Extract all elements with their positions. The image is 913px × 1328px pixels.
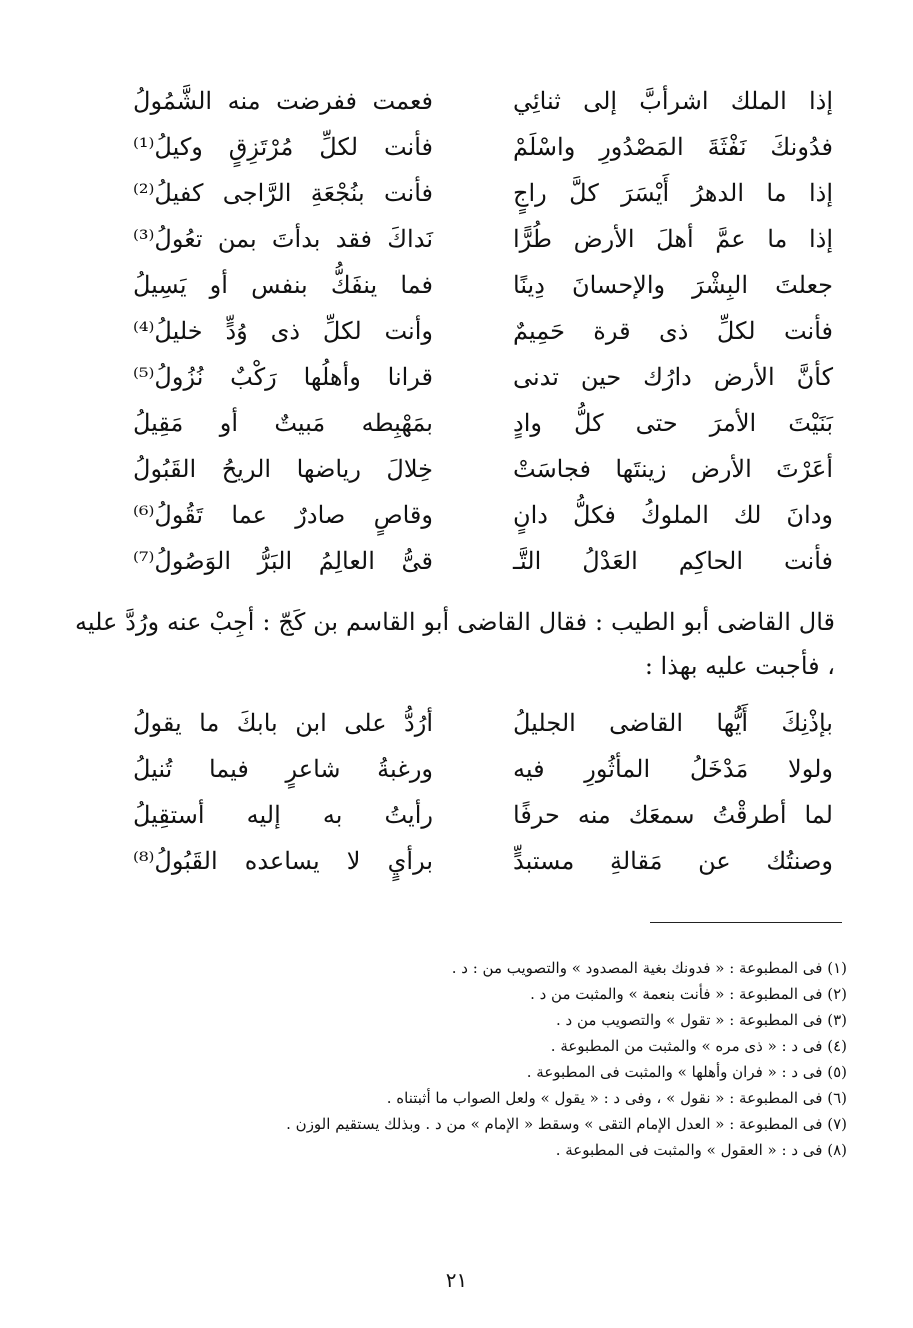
footnotes [67,955,847,1163]
footnote: (١) فى المطبوعة : « فدونك بغية المصدود » والتصويب من : د . [451,959,847,977]
hemistich-second: فأنت لكلِّ مُرْتَزِقٍ وكيلُ⁽¹⁾ [133,133,433,161]
hemistich-second: برأيٍ لا يساعده القَبُولُ⁽⁸⁾ [133,847,433,875]
hemistich-second: بمَهْبِطه مَبيتٌ أو مَقِيلُ [133,409,433,437]
verse [133,124,833,170]
verse [133,400,833,446]
verse [133,492,833,538]
page-number: ٢١ [445,1268,468,1292]
hemistich-second: خِلالَ رياضها الريحُ القَبُولُ [133,455,433,483]
hemistich-first: أعَرْتَ الأرض زينتَها فجاسَتْ [513,455,833,483]
hemistich-second: وقاصٍ صادرٌ عما تَقُولُ⁽⁶⁾ [133,501,433,529]
hemistich-first: لما أطرقْتُ سمعَك منه حرفًا [513,801,833,829]
verse [133,838,833,884]
hemistich-first: فدُونكَ نَفْثَةَ المَصْدُورِ واسْلَمْ [513,133,833,161]
hemistich-second: فعمت ففرضت منه الشَّمُولُ [133,87,433,115]
hemistich-second: فما ينفَكُّ بنفس أو يَسِيلُ [133,271,433,299]
hemistich-first: إذا ما عمَّ أهلَ الأرض طُرًّا [513,225,833,253]
verse [133,78,833,124]
hemistich-second: فأنت بنُجْعَةِ الرَّاجى كفيلُ⁽²⁾ [133,179,433,207]
hemistich-first: ولولا مَدْخَلُ المأثُورِ فيه [513,755,833,783]
footnote: (٢) فى المطبوعة : « فأنت بنعمة » والمثبت من د . [530,985,847,1003]
poem-second [133,700,833,884]
hemistich-second: قىُّ العالِمُ البَرُّ الوَصُولُ⁽⁷⁾ [133,547,433,575]
footnote: (٣) فى المطبوعة : « تقول » والتصويب من د . [556,1011,847,1029]
hemistich-first: كأنَّ الأرض دارُك حين تدنى [513,363,833,391]
poem-first [133,78,833,584]
prose-paragraph: قال القاضى أبو الطيب : فقال القاضى أبو القاسم بن كَجّ : أجِبْ عنه ورُدَّ عليه ، فأجبت عليه بهذا : [75,608,835,680]
footnote: (٧) فى المطبوعة : « العدل الإمام التقى » وسقط « الإمام » من د . وبذلك يستقيم الوزن . [286,1115,847,1133]
hemistich-first: ودانَ لك الملوكُ فكلُّ دانٍ [513,501,833,529]
hemistich-second: وأنت لكلِّ ذى وُدٍّ خليلُ⁽⁴⁾ [133,317,433,345]
hemistich-first: بَنَيْتَ الأمرَ حتى كلُّ وادٍ [513,409,833,437]
verse [133,354,833,400]
hemistich-second: ورغبةُ شاعرٍ فيما تُنيلُ [133,755,433,783]
verse [133,308,833,354]
hemistich-second: أرُدُّ على ابن بابكَ ما يقولُ [133,709,433,737]
hemistich-first: بإذْنِكَ أَيُّها القاضى الجليلُ [513,709,833,737]
verse [133,792,833,838]
footnote: (٦) فى المطبوعة : « نقول » ، وفى د : « يقول » ولعل الصواب ما أثبتناه . [386,1089,847,1107]
verse [133,170,833,216]
hemistich-second: قرانا وأهلُها رَكْبٌ نُزُولُ⁽⁵⁾ [133,363,433,391]
footnote-separator [650,922,842,923]
verse [133,262,833,308]
hemistich-first: جعلتَ البِشْرَ والإحسانَ دِينًا [513,271,833,299]
hemistich-second: رأيتُ به إليه أستقِيلُ [133,801,433,829]
verse [133,216,833,262]
hemistich-first: إذا الملك اشرأبَّ إلى ثنائِي [513,87,833,115]
hemistich-first: إذا ما الدهرُ أَيْسَرَ كلَّ راجٍ [513,179,833,207]
hemistich-first: وصنتُك عن مَقالةِ مستبدٍّ [513,847,833,875]
verse [133,700,833,746]
footnote: (٥) فى د : « فران وأهلها » والمثبت فى المطبوعة . [526,1063,847,1081]
hemistich-first: فأنت الحاكِم العَدْلُ التَّـ [513,547,833,575]
footnote: (٤) فى د : « ذى مره » والمثبت من المطبوعة . [550,1037,847,1055]
verse [133,746,833,792]
hemistich-first: فأنت لكلِّ ذى قرة حَمِيمٌ [513,317,833,345]
footnote: (٨) فى د : « العقول » والمثبت فى المطبوعة . [555,1141,847,1159]
hemistich-second: نَداكَ فقد بدأتَ بمن تعُولُ⁽³⁾ [133,225,433,253]
verse [133,446,833,492]
verse [133,538,833,584]
